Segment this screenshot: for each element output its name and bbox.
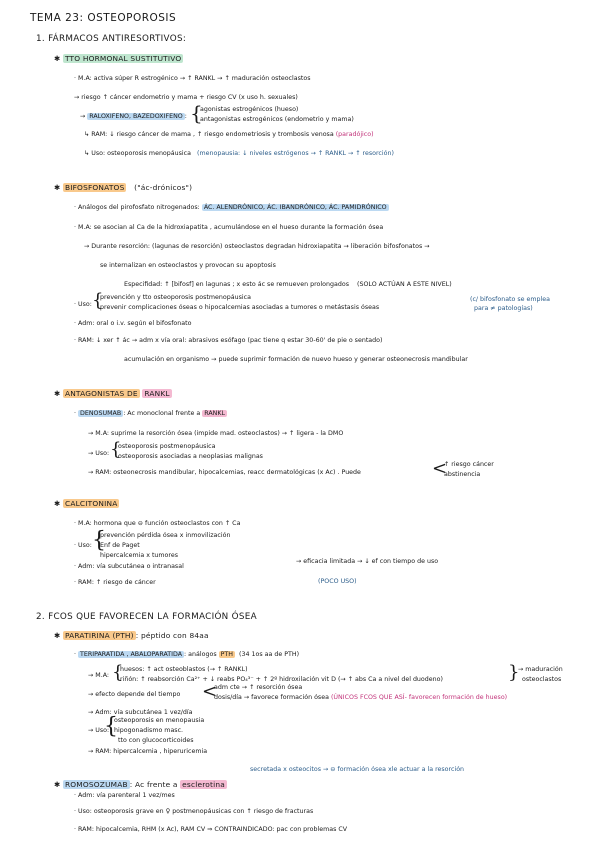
teri-efecto: → efecto depende del tiempo (88, 691, 181, 698)
bifo-uso-note1: (c/ bifosfonato se emplea (470, 296, 551, 303)
star-icon: ✱ (54, 499, 63, 508)
bifo-ma: · M.A: se asocian al Ca de la hidroxiapatita , acumulándose en el hueso durante la formación ósea (74, 224, 384, 231)
bifo-acum: acumulación en organismo → puede suprimir formación de nuevo hueso y generar osteonecrosis mandibular (124, 356, 468, 363)
ralox-antagonist: antagonistas estrogénicos (endometrio y mama) (200, 116, 354, 123)
teri-ram: → RAM: hipercalcemia , hiperuricemia (88, 748, 208, 755)
ralox-uso: ↳ Uso: osteoporosis menopáusica (menopausia: ↓ niveles estrógenos → ↑ RANKL → ↑ resorción) (84, 150, 394, 157)
teri-ma-a: huesos: ↑ act osteoblastos (→ ↑ RANKL) (120, 666, 248, 673)
brace-icon: { (104, 714, 118, 739)
calci-uso-b: Enf de Paget (100, 542, 140, 549)
bifo-uso-a: prevención y tto osteoporosis postmenopáusica (100, 294, 251, 301)
star-icon: ✱ (54, 183, 63, 192)
brace-icon: < (202, 681, 218, 702)
bifo-durante: → Durante resorción: (lagunas de resorción) osteoclastos degradan hidroxiapatita → liberación bifosfonatos → (84, 243, 430, 250)
calci-heading: ✱ CALCITONINA (54, 499, 118, 508)
star-icon: ✱ (54, 389, 63, 398)
teri-uso-c: tto con glucocorticoides (118, 737, 194, 744)
denos-title: DENOSUMAB (80, 410, 122, 417)
ralox-agonist: agonistas estrogénicos (hueso) (200, 106, 299, 113)
anta-heading: ✱ ANTAGONISTAS DE RANKL (54, 389, 170, 398)
bifo-analog: · Análogos del pirofosfato nitrogenados: ÁC. ALENDRÓNICO, ÁC. IBANDRÓNICO, ÁC. PAMIDRÓNICO (74, 204, 387, 211)
romo-uso: · Uso: osteoporosis grave en ♀ postmenopáusicas con ↑ riesgo de fracturas (74, 808, 314, 815)
brace-icon: } (508, 662, 520, 683)
section-1-heading: 1. FÁRMACOS ANTIRESORTIVOS: (36, 34, 187, 44)
teri-ef-b: dosis/día → favorece formación ósea (ÚNICOS FCOS QUE ASÍ- favorecen formación de hueso) (214, 694, 508, 701)
bifo-drugs: ÁC. ALENDRÓNICO, ÁC. IBANDRÓNICO, ÁC. PAMIDRÓNICO (203, 204, 387, 211)
romo-ram: · RAM: hipocalcemia, RHM (x Ac), RAM CV ⇒ CONTRAINDICADO: pac con problemas CV (74, 826, 348, 833)
ralox-line: → RALOXIFENO, BAZEDOXIFENO : (80, 113, 187, 120)
ralox-title: RALOXIFENO, BAZEDOXIFENO (89, 113, 183, 120)
ralox-ram: ↳ RAM: ↓ riesgo cáncer de mama , ↑ riesgo endometriosis y trombosis venosa (paradójico) (84, 131, 374, 138)
brace-icon: { (110, 439, 122, 460)
brace-icon: { (92, 290, 104, 311)
teri-uso-a: osteoporosis en menopausia (114, 717, 205, 724)
denos-ram: → RAM: osteonecrosis mandibular, hipocalcemias, reacc dermatológicas (x Ac) . Puede (88, 469, 361, 476)
denos-ram-b: abstinencia (444, 471, 481, 478)
bifo-uso-note2: para ≠ patologías) (474, 305, 533, 312)
calci-uso-label: · Uso: (74, 542, 92, 549)
calci-adm: · Adm: vía subcutánea o intranasal (74, 563, 184, 570)
brace-icon: < (432, 458, 448, 479)
teri-line: · TERIPARATIDA , ABALOPARATIDA : análogos PTH (34 1os aa de PTH) (74, 651, 300, 658)
bifo-title: BIFOSFONATOS (64, 183, 125, 192)
denos-uso-label: → Uso: (88, 450, 110, 457)
arrow-icon: → (80, 113, 88, 120)
star-icon: ✱ (54, 780, 63, 789)
bifo-ram: · RAM: ↓ xer ↑ ác → adm x vía oral: abrasivos esófago (pac tiene q estar 30-60' de pie o sentado) (74, 337, 383, 344)
calci-ram-note: (POCO USO) (318, 578, 357, 585)
denos-ram-a: ↑ riesgo cáncer (444, 461, 494, 468)
teri-title: TERIPARATIDA , ABALOPARATIDA (80, 651, 183, 658)
teri-ma-label: → M.A: (88, 672, 110, 679)
denos-uso-a: osteoporosis postmenopáusica (118, 443, 216, 450)
brace-icon: { (112, 662, 124, 683)
calci-ma: · M.A: hormona que ⊖ función osteoclastos con ↑ Ca (74, 520, 241, 527)
para-heading: ✱ PARATIRINA (PTH) : péptido con 84aa (54, 631, 209, 640)
section-2-heading: 2. FCOS QUE FAVORECEN LA FORMACIÓN ÓSEA (36, 612, 257, 622)
bifo-internal: se internalizan en osteoclastos y provocan su apoptosis (100, 262, 276, 269)
teri-ma-c: → maduración (518, 666, 563, 673)
romo-adm: · Adm: vía parenteral 1 vez/mes (74, 792, 175, 799)
page-title: TEMA 23: OSTEOPOROSIS (30, 12, 177, 24)
teri-ma-b: riñón: ↑ reabsorción Ca²⁺ + ↓ reabs PO₄³⁻ + ↑ 2º hidroxilación vit D (→ ↑ abs Ca a nivel del duodeno) (120, 676, 443, 683)
bifo-adm: · Adm: oral o i.v. según el bifosfonato (74, 320, 192, 327)
bifo-heading: ✱ BIFOSFONATOS ("ác-drónicos") (54, 183, 193, 192)
calci-adm-note: → eficacia limitada → ↓ ef con tiempo de uso (296, 558, 439, 565)
tho-riesgo: → riesgo ↑ cáncer endometrio y mama + riesgo CV (x uso h. sexuales) (74, 94, 298, 101)
bifo-uso-label: · Uso: (74, 301, 92, 308)
romo-heading: ✱ ROMOSOZUMAB : Ac frente a esclerotina (54, 780, 225, 789)
calci-uso-a: prevención pérdida ósea x inmovilización (100, 532, 231, 539)
bifo-uso-b: prevenir complicaciones óseas o hipocalcemias asociadas a tumores o metástasis óseas (100, 304, 380, 311)
tho-heading (54, 55, 183, 64)
romo-note: secretada x osteocitos → ⊖ formación ósea xle actuar a la resorción (250, 766, 465, 773)
brace-icon: { (92, 528, 106, 553)
calci-ram: · RAM: ↑ riesgo de cáncer (74, 579, 156, 586)
teri-ef-a: adm cte → ↑ resorción ósea (214, 684, 303, 691)
teri-ma-d: osteoclastos (522, 676, 562, 683)
denos-ma: → M.A: suprime la resorción ósea (impide mad. osteoclastos) → ↑ ligera - la DMO (88, 430, 344, 437)
teri-adm: → Adm: vía subcutánea 1 vez/día (88, 709, 193, 716)
calci-uso-c: hipercalcemia x tumores (100, 552, 178, 559)
denos-line: · DENOSUMAB : Ac monoclonal frente a RANKL (74, 410, 225, 417)
brace-icon: { (190, 101, 203, 125)
bifo-especif: Especifidad: ↑ [bifosf] en lagunas ; x esto ác se remueven prolongados (SOLO ACTÚAN A ESTE NIVEL) (124, 281, 452, 288)
teri-uso-label: → Uso: (88, 727, 110, 734)
star-icon: ✱ (54, 54, 63, 63)
tho-ma: · M.A: activa súper R estrogénico → ↑ RANKL → ↑ maduración osteoclastos (74, 75, 311, 82)
tho-title: TTO HORMONAL SUSTITUTIVO (64, 54, 182, 63)
teri-uso-b: hipogonadismo masc. (114, 727, 184, 734)
denos-uso-b: osteoporosis asociadas a neoplasias malignas (118, 453, 263, 460)
star-icon: ✱ (54, 631, 63, 640)
